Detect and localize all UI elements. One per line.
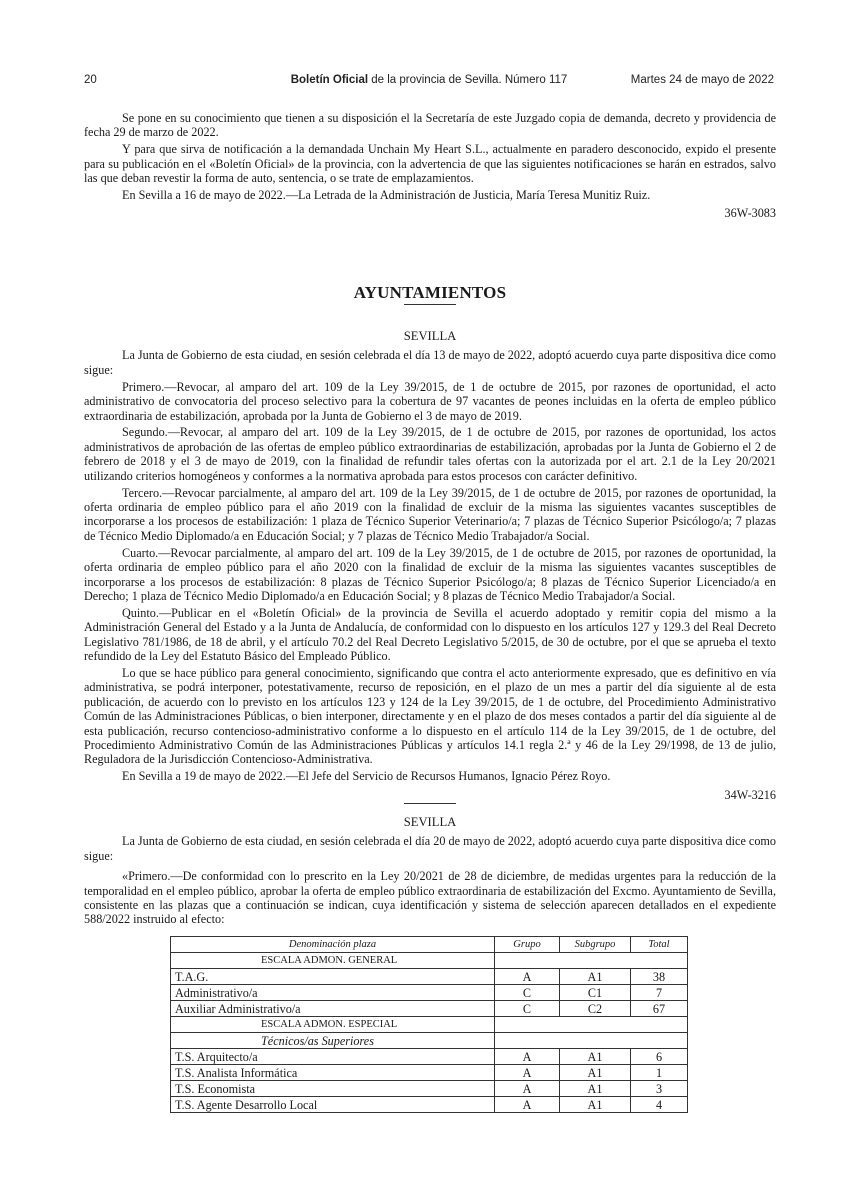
cell-plaza: T.S. Analista Informática	[171, 1065, 495, 1081]
notice-1-paragraph: Quinto.—Publicar en el «Boletín Oficial» de la provincia de Sevilla el acuerdo adoptado y remitir copia del mismo a la Administración General del Estado y a la Junta de Andalucía, de conformidad con lo dispuesto en los artículos 127 y 129.3 del Real Decreto Legislativo 781/1986, de 18 de abril, y el artículo 70.2 del Real Decreto Legislativo 5/2015, de 30 de octubre, por el que se aprueba el texto refundido de la Ley del Estatuto Básico del Empleado Público.	[84, 605, 776, 664]
col-total: Total	[631, 937, 688, 953]
subheading-row-empty	[495, 1033, 688, 1049]
intro-signature: En Sevilla a 16 de mayo de 2022.—La Letrada de la Administración de Justicia, María Teresa Munitiz Ruiz.	[122, 188, 651, 203]
cell-grupo: A	[495, 1065, 560, 1081]
notice-separator	[404, 803, 456, 804]
table-row	[171, 1097, 688, 1113]
cell-grupo: A	[495, 1049, 560, 1065]
notice-1-signature: En Sevilla a 19 de mayo de 2022.—El Jefe del Servicio de Recursos Humanos, Ignacio Pérez Royo.	[122, 769, 611, 784]
notice-2-paragraph: «Primero.—De conformidad con lo prescrito en la Ley 20/2021 de 28 de diciembre, de medidas urgentes para la reducción de la temporalidad en el empleo público, aprobar la oferta de empleo público extraordinaria de estabilización del Excmo. Ayuntamiento de Sevilla, consistente en las plazas que a continuación se indican, cuya identificación y sistema de selección aparecen detallados en el expediente 588/2022 instruido al efecto:	[84, 869, 776, 927]
cell-grupo: C	[495, 985, 560, 1001]
notice-1-paragraph: Primero.—Revocar, al amparo del art. 109 de la Ley 39/2015, de 1 de octubre de 2015, por razones de oportunidad, el acto administrativo de convocatoria del proceso selectivo para la cobertura de 97 vacantes de peones incluidas en la oferta de empleo público extraordinaria de estabilización, aprobada por la Junta de Gobierno el 3 de mayo de 2019.	[84, 379, 776, 423]
col-grupo: Grupo	[495, 937, 560, 953]
notice-1-paragraph: La Junta de Gobierno de esta ciudad, en sesión celebrada el día 13 de mayo de 2022, adoptó acuerdo cuya parte dispositiva dice como sigue:	[84, 348, 776, 377]
table-row	[171, 1081, 688, 1097]
page-header	[84, 73, 774, 89]
notice-1-reference: 34W-3216	[724, 787, 776, 802]
cell-subgrupo: A1	[560, 1097, 631, 1113]
section-title-text: AYUNTAMIENTOS	[353, 283, 507, 302]
cell-subgrupo: A1	[560, 1081, 631, 1097]
cell-grupo: C	[495, 1001, 560, 1017]
notice-2	[84, 803, 776, 929]
table-row	[171, 969, 688, 985]
cell-plaza: T.A.G.	[171, 969, 495, 985]
col-denominacion: Denominación plaza	[171, 937, 495, 953]
cell-total: 1	[631, 1065, 688, 1081]
cell-subgrupo: C1	[560, 985, 631, 1001]
notice-1-place: SEVILLA	[403, 329, 457, 343]
table-row	[171, 1049, 688, 1065]
cell-total: 67	[631, 1001, 688, 1017]
cell-grupo: A	[495, 969, 560, 985]
cell-grupo: A	[495, 1097, 560, 1113]
intro-reference: 36W-3083	[724, 206, 776, 221]
page-number: 20	[84, 74, 97, 86]
cell-total: 7	[631, 985, 688, 1001]
cell-plaza: T.S. Agente Desarrollo Local	[171, 1097, 495, 1113]
cell-plaza: T.S. Arquitecto/a	[171, 1049, 495, 1065]
notice-1	[84, 329, 776, 802]
section-rule	[404, 304, 456, 305]
cell-subgrupo: A1	[560, 1049, 631, 1065]
section-title	[84, 283, 776, 305]
scale-row	[171, 953, 688, 969]
cell-total: 38	[631, 969, 688, 985]
cell-total: 6	[631, 1049, 688, 1065]
notice-2-place: SEVILLA	[403, 815, 457, 829]
cell-plaza: Administrativo/a	[171, 985, 495, 1001]
scale-general: ESCALA ADMON. GENERAL	[171, 953, 495, 969]
intro-paragraph: Se pone en su conocimiento que tienen a su disposición el la Secretaría de este Juzgado copia de demanda, decreto y providencia de fecha 29 de marzo de 2022.	[84, 111, 776, 140]
subheading-tecnicos: Técnicos/as Superiores	[171, 1033, 495, 1049]
issue-date: Martes 24 de mayo de 2022	[630, 74, 774, 86]
bulletin-title-bold: Boletín Oficial	[290, 74, 369, 86]
table-header-row	[171, 937, 688, 953]
cell-subgrupo: C2	[560, 1001, 631, 1017]
cell-subgrupo: A1	[560, 969, 631, 985]
cell-grupo: A	[495, 1081, 560, 1097]
positions-table	[170, 936, 688, 1113]
notice-1-paragraph: Lo que se hace público para general conocimiento, significando que contra el acto anteriormente expresado, que es definitivo en vía administrativa, se podrá interponer, potestativamente, recurso de reposición, en el plazo de un mes a partir del día siguiente al de esta publicación, de acuerdo con lo previsto en los artículos 123 y 124 de la Ley 39/2015, de 1 de octubre, del Procedimiento Administrativo Común de las Administraciones Públicas, o bien interponer, directamente y en el plazo de dos meses contados a partir del día siguiente al de esta publicación, recurso contencioso-administrativo conforme a lo dispuesto en el artículo 114 de la Ley 39/2015, de 1 de octubre, del Procedimiento Administrativo Común de las Administraciones Públicas y artículos 14.1 regla 2.ª y 46 de la Ley 29/1998, de 13 de julio, Reguladora de la Jurisdicción Contencioso-Administrativa.	[84, 665, 776, 767]
scale-especial: ESCALA ADMON. ESPECIAL	[171, 1017, 495, 1033]
table-row	[171, 1001, 688, 1017]
cell-total: 4	[631, 1097, 688, 1113]
col-subgrupo: Subgrupo	[560, 937, 631, 953]
table-row	[171, 1065, 688, 1081]
cell-plaza: T.S. Economista	[171, 1081, 495, 1097]
intro-notice	[84, 111, 776, 221]
notice-1-paragraph: Tercero.—Revocar parcialmente, al amparo del art. 109 de la Ley 39/2015, de 1 de octubre de 2015, por razones de oportunidad, la oferta ordinaria de empleo público para el año 2019 con la finalidad de excluir de la misma las siguientes vacantes susceptibles de incorporarse a los procesos de estabilización: 1 plaza de Técnico Superior Veterinario/a; 7 plazas de Técnico Superior Psicólogo/a; 7 plazas de Técnico Medio Diplomado/a en Educación Social; y 7 plazas de Técnico Medio Trabajador/a Social.	[84, 485, 776, 543]
notice-1-paragraph: Cuarto.—Revocar parcialmente, al amparo del art. 109 de la Ley 39/2015, de 1 de octubre de 2015, por razones de oportunidad, la oferta ordinaria de empleo público para el año 2020 con la finalidad de excluir de la misma las siguientes vacantes susceptibles de incorporarse a los procesos de estabilización: 8 plazas de Técnico Superior Psicólogo/a; 8 plazas de Técnico Superior Licenciado/a en Derecho; 1 plaza de Técnico Medio Diplomado/a en Educación Social; y 8 plazas de Técnico Medio Trabajador/a Social.	[84, 545, 776, 603]
scale-row	[171, 1017, 688, 1033]
subheading-row	[171, 1033, 688, 1049]
notice-1-paragraph: Segundo.—Revocar, al amparo del art. 109 de la Ley 39/2015, de 1 de octubre de 2015, por razones de oportunidad, los actos administrativos de aprobación de las ofertas de empleo público extraordinarias de estabilización, aprobadas por la Junta de Gobierno el 2 de febrero de 2018 y el 3 de mayo de 2019, con la finalidad de refundir tales ofertas con la autorizada por el art. 2.1 de la Ley 20/2021 utilizando criterios homogéneos y conformes a la normativa aprobada para estos procesos con carácter definitivo.	[84, 425, 776, 483]
cell-plaza: Auxiliar Administrativo/a	[171, 1001, 495, 1017]
table-row	[171, 985, 688, 1001]
notice-2-paragraph: La Junta de Gobierno de esta ciudad, en sesión celebrada el día 20 de mayo de 2022, adoptó acuerdo cuya parte dispositiva dice como sigue:	[84, 834, 776, 863]
cell-subgrupo: A1	[560, 1065, 631, 1081]
scale-row-empty	[495, 953, 688, 969]
cell-total: 3	[631, 1081, 688, 1097]
intro-paragraph: Y para que sirva de notificación a la demandada Unchain My Heart S.L., actualmente en paradero desconocido, expido el presente para su publicación en el «Boletín Oficial» de la provincia, con la advertencia de que las siguientes notificaciones se harán en estrados, salvo las que deban revestir la forma de auto, sentencia, o se trate de emplazamientos.	[84, 142, 776, 186]
scale-row-empty	[495, 1017, 688, 1033]
bulletin-title-rest: de la provincia de Sevilla. Número 117	[368, 74, 568, 86]
